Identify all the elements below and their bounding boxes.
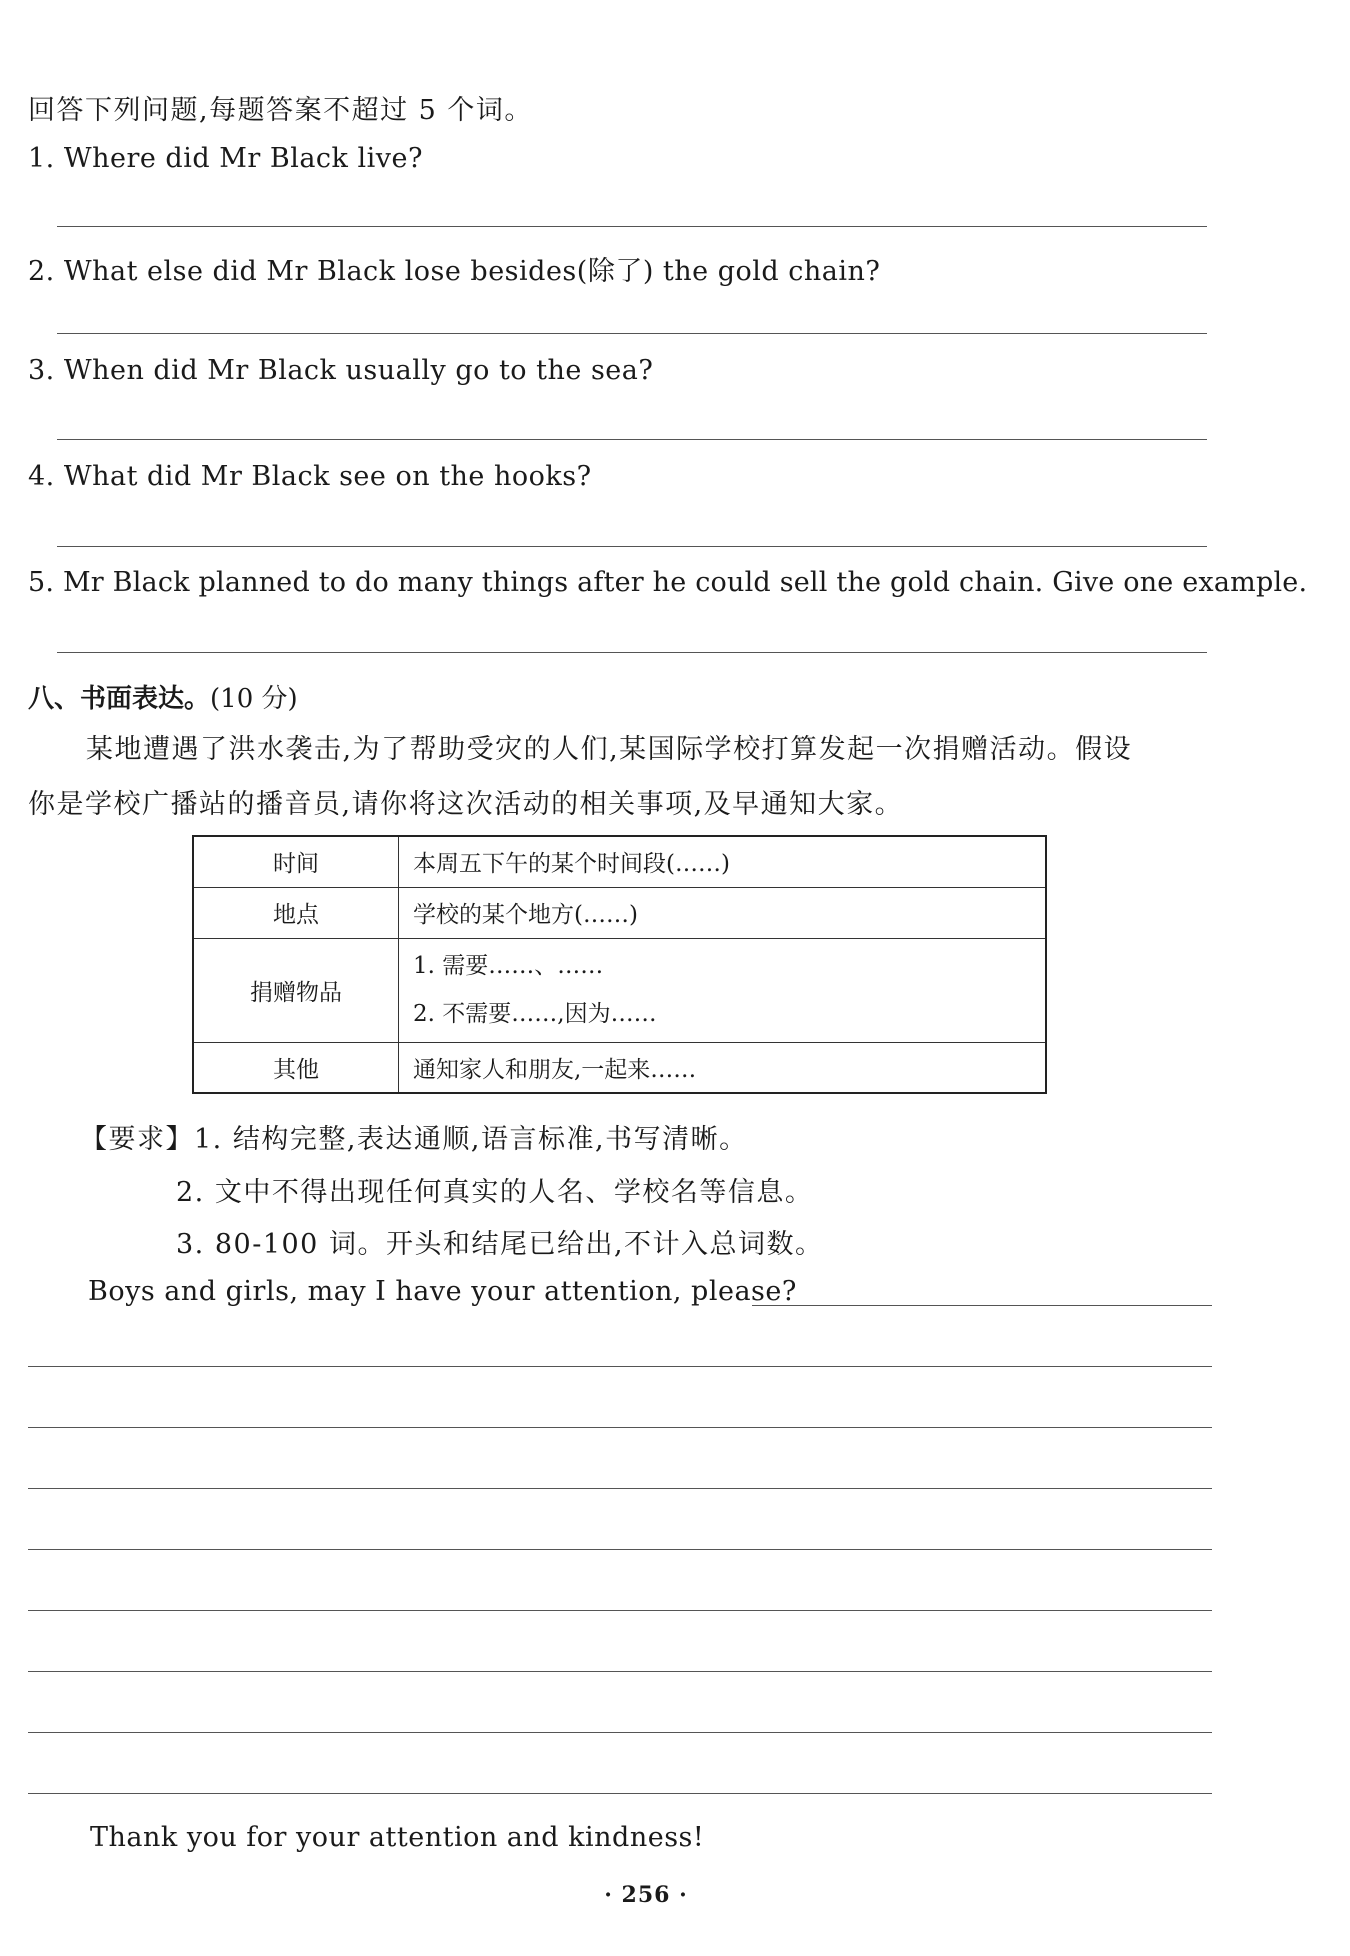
writing-line-0[interactable] — [752, 1305, 1212, 1306]
writing-section-heading — [28, 678, 298, 715]
questions-instruction: 回答下列问题,每题答案不超过 5 个词。 — [28, 95, 533, 126]
answer-line-4[interactable] — [57, 546, 1207, 547]
time-value: 本周五下午的某个时间段(……) — [399, 836, 1047, 887]
writing-line-1[interactable] — [28, 1366, 1212, 1367]
place-value: 学校的某个地方(……) — [399, 887, 1047, 938]
question-5: 5. Mr Black planned to do many things after he could sell the gold chain. Give one example. — [28, 567, 1308, 598]
time-label: 时间 — [193, 836, 399, 887]
opening-sentence: Boys and girls, may I have your attention, please? — [88, 1276, 797, 1307]
table-row-other — [193, 1042, 1046, 1093]
table-row-items — [193, 938, 1046, 1042]
activity-info-table — [192, 835, 1047, 1094]
answer-line-5[interactable] — [57, 652, 1207, 653]
answer-line-2[interactable] — [57, 333, 1207, 334]
requirements-label: 【要求】 — [80, 1124, 194, 1155]
items-value-1: 1. 需要……、…… — [413, 953, 604, 979]
question-4: 4. What did Mr Black see on the hooks? — [28, 461, 592, 492]
requirement-3: 3. 80-100 词。开头和结尾已给出,不计入总词数。 — [176, 1229, 824, 1260]
requirement-1: 1. 结构完整,表达通顺,语言标准,书写清晰。 — [194, 1124, 748, 1155]
question-3: 3. When did Mr Black usually go to the sea? — [28, 355, 654, 386]
writing-line-6[interactable] — [28, 1671, 1212, 1672]
items-values — [399, 938, 1047, 1042]
table-row-time — [193, 836, 1046, 887]
items-value-2: 2. 不需要……,因为…… — [413, 1001, 657, 1027]
writing-prompt-line2: 你是学校广播站的播音员,请你将这次活动的相关事项,及早通知大家。 — [28, 789, 904, 820]
closing-sentence: Thank you for your attention and kindness! — [90, 1822, 705, 1853]
requirement-1-row — [80, 1117, 748, 1156]
other-value: 通知家人和朋友,一起来…… — [399, 1042, 1047, 1093]
question-2: 2. What else did Mr Black lose besides(除了) the gold chain? — [28, 256, 881, 287]
writing-heading: 八、书面表达。 — [28, 684, 211, 714]
writing-line-5[interactable] — [28, 1610, 1212, 1611]
items-label: 捐赠物品 — [193, 938, 399, 1042]
page-number: · 256 · — [604, 1882, 688, 1908]
other-label: 其他 — [193, 1042, 399, 1093]
question-1: 1. Where did Mr Black live? — [28, 143, 423, 174]
writing-line-4[interactable] — [28, 1549, 1212, 1550]
table-row-place — [193, 887, 1046, 938]
place-label: 地点 — [193, 887, 399, 938]
answer-line-3[interactable] — [57, 439, 1207, 440]
requirement-2: 2. 文中不得出现任何真实的人名、学校名等信息。 — [176, 1177, 814, 1208]
answer-line-1[interactable] — [57, 226, 1207, 227]
writing-line-8[interactable] — [28, 1793, 1212, 1794]
writing-line-3[interactable] — [28, 1488, 1212, 1489]
writing-prompt-line1: 某地遭遇了洪水袭击,为了帮助受灾的人们,某国际学校打算发起一次捐赠活动。假设 — [86, 734, 1133, 765]
writing-score: (10 分) — [210, 684, 298, 714]
writing-line-2[interactable] — [28, 1427, 1212, 1428]
writing-line-7[interactable] — [28, 1732, 1212, 1733]
